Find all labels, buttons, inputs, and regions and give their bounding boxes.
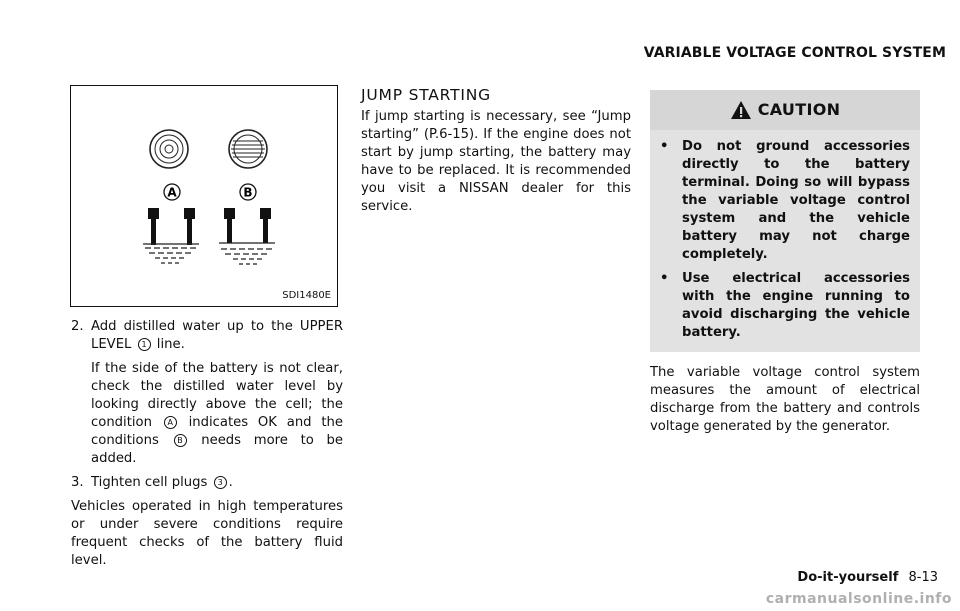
step-2-note: If the side of the battery is not clear, check the distilled water level by looking directly above the cell; the condition A indicates OK and the conditions B needs more to be added. <box>91 361 343 466</box>
electrodes-b <box>224 208 271 243</box>
caution-bullet: • Use electrical accessories with the engine running to avoid discharging the vehicle battery. <box>660 271 910 340</box>
step-2 <box>71 318 343 354</box>
battery-cell-illustration <box>71 86 336 305</box>
water-level-a <box>143 244 199 263</box>
closing-paragraph: Vehicles operated in high temperatures or under severe conditions require frequent checks of the battery fluid level. <box>71 499 343 568</box>
callout-1-icon: 1 <box>138 338 151 351</box>
step-number: 3. <box>71 475 84 490</box>
page-footer <box>797 570 938 585</box>
step-3: 3. Tighten cell plugs 3 . <box>71 475 233 490</box>
jump-starting-heading: JUMP STARTING <box>361 86 491 104</box>
bullet-dot: • <box>660 139 669 154</box>
footer-page-number: 8-13 <box>908 570 938 585</box>
right-column <box>650 90 920 442</box>
step-text: line. <box>156 337 185 352</box>
callout-3-icon: 3 <box>214 476 227 489</box>
footer-section: Do-it-yourself <box>797 570 899 585</box>
step-text: Add distilled water up to the UPPER LEVEL <box>91 319 343 352</box>
battery-level-figure <box>70 85 338 307</box>
watermark: carmanualsonline.info <box>765 591 952 607</box>
bullet-dot: • <box>660 271 669 286</box>
middle-column <box>361 86 631 222</box>
callout-a-icon: A <box>164 416 177 429</box>
label-b-callout <box>240 184 256 200</box>
label-a-callout <box>164 184 180 200</box>
section-title: VARIABLE VOLTAGE CONTROL SYSTEM <box>643 45 946 61</box>
water-level-b <box>219 243 275 264</box>
cell-top-b <box>229 130 267 168</box>
figure-caption: SDI1480E <box>282 290 331 301</box>
warning-triangle-icon <box>730 100 752 120</box>
caution-header <box>650 90 920 130</box>
caution-body <box>650 130 920 352</box>
electrodes-a <box>148 208 195 245</box>
cell-top-a <box>150 130 188 168</box>
step-number: 2. <box>71 319 84 334</box>
vvcs-description: The variable voltage control system measures the amount of electrical discharge from the battery and controls voltage generated by the generator. <box>650 365 920 434</box>
step-text: Tighten cell plugs <box>91 475 208 490</box>
svg-text:A: A <box>167 185 177 200</box>
caution-title: CAUTION <box>757 100 841 119</box>
caution-bullet: • Do not ground accessories directly to the battery terminal. Doing so will bypass the variable voltage control system and the vehicle battery may not charge completely. <box>660 139 910 262</box>
svg-text:B: B <box>243 185 253 200</box>
left-column <box>71 318 343 576</box>
caution-box <box>650 90 920 352</box>
callout-b-icon: B <box>174 434 187 447</box>
jump-starting-body: If jump starting is necessary, see “Jump starting” (P.6-15). If the engine does not start by jump starting, the battery may have to be replaced. It is recommended you visit a NISSAN dealer for this service. <box>361 109 631 214</box>
